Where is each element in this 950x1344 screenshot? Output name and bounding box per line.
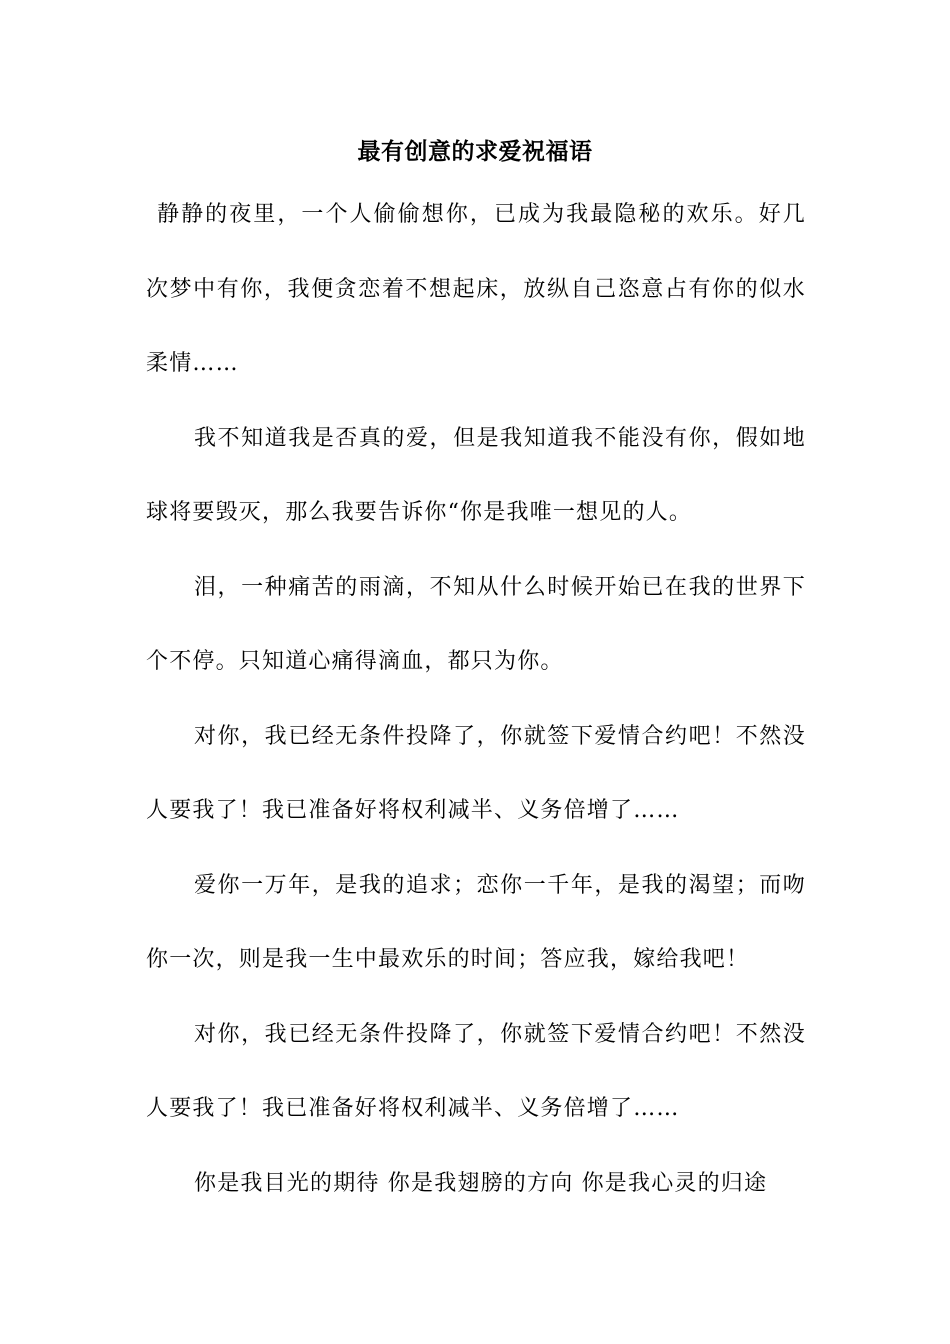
document-title: 最有创意的求爱祝福语 [357,138,593,165]
paragraph: 你是我目光的期待 你是我翅膀的方向 你是我心灵的归途 [194,1170,768,1196]
paragraph: 泪，一种痛苦的雨滴，不知从什么时候开始已在我的世界下个不停。只知道心痛得滴血，都只为你。 [146,574,806,674]
paragraph: 对你，我已经无条件投降了，你就签下爱情合约吧！不然没人要我了！我已准备好将权利减半、义务倍增了…… [146,1021,806,1121]
paragraph: 静静的夜里，一个人偷偷想你，已成为我最隐秘的欢乐。好几次梦中有你，我便贪恋着不想起床，放纵自己恣意占有你的似水柔情…… [146,202,806,376]
paragraph: 对你，我已经无条件投降了，你就签下爱情合约吧！不然没人要我了！我已准备好将权利减半、义务倍增了…… [146,723,806,823]
paragraph: 爱你一万年，是我的追求；恋你一千年，是我的渴望；而吻你一次，则是我一生中最欢乐的时间；答应我，嫁给我吧！ [146,872,806,972]
document-body [146,178,806,1221]
paragraph: 我不知道我是否真的爱，但是我知道我不能没有你，假如地球将要毁灭，那么我要告诉你“你是我唯一想见的人。 [146,425,806,525]
